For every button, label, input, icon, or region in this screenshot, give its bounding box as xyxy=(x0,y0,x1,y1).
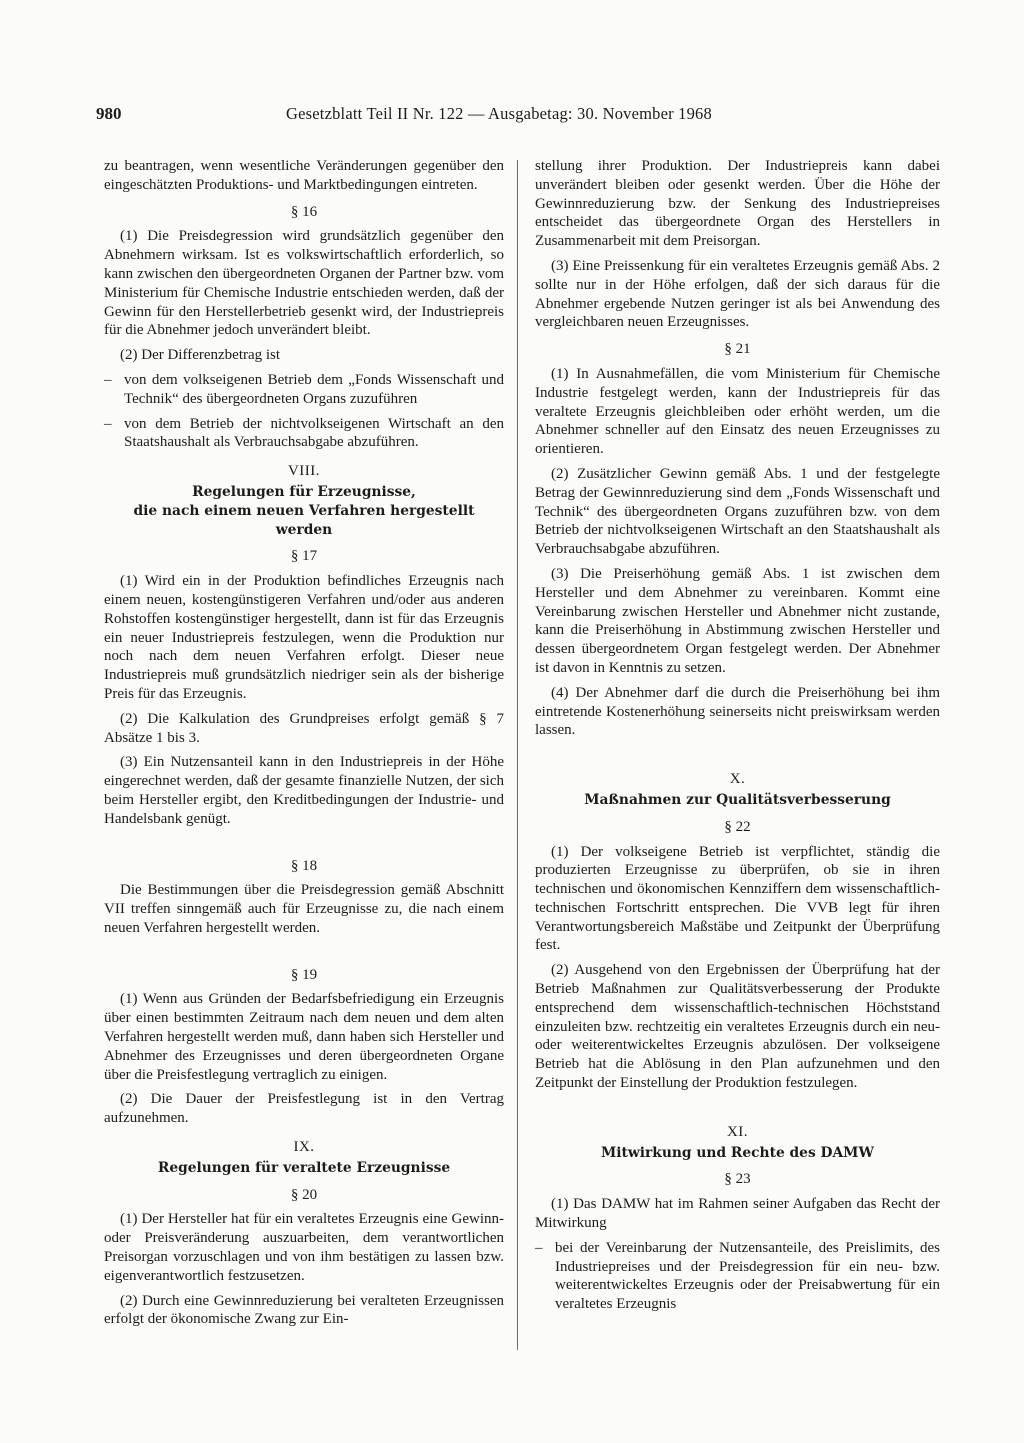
left-column xyxy=(104,157,504,1335)
paragraph: (2) Durch eine Gewinnreduzierung bei veralteten Erzeugnissen erfolgt der ökonomische Zwang zur Ein- xyxy=(104,1292,504,1328)
paragraph: stellung ihrer Produktion. Der Industriepreis kann dabei unverändert bleiben oder gesenkt werden. Über die Höhe der Gewinnreduzierung bzw. der Senkung des Industriepreises entscheidet das übergeordnete Organ des Herstellers in Zusammenarbeit mit dem Preisorgan. xyxy=(535,158,940,250)
chapter-title-11: Mitwirkung und Rechte des DAMW xyxy=(601,1144,874,1161)
section-heading-17: § 17 xyxy=(290,548,318,565)
chapter-number-8: VIII. xyxy=(287,463,321,480)
gazette-title: Gesetzblatt Teil II Nr. 122 — Ausgabetag: 30. November 1968 xyxy=(286,104,712,123)
column-divider xyxy=(517,160,518,1350)
section-heading-20: § 20 xyxy=(290,1186,318,1203)
paragraph: Die Bestimmungen über die Preisdegression gemäß Abschnitt VII treffen sinngemäß auch für Erzeugnisse zu, die nach einem neuen Verfahren hergestellt werden. xyxy=(104,882,504,936)
paragraph: (2) Der Differenzbetrag ist xyxy=(120,347,281,364)
paragraph: (1) Wird ein in der Produktion befindliches Erzeugnis nach einem neuen, kostengünstigeren Verfahren und/oder aus anderen Rohstoffen kostengünstiger hergestellt, dann ist für das Erzeugnis ein neuer Industriepreis festzulegen, wenn die Produktion nur noch nach dem neuen Verfahren erfolgt. Dieser neue Industriepreis muß grundsätzlich niedriger sein als der bisherige Preis für das Erzeugnis. xyxy=(104,573,504,702)
paragraph: (2) Ausgehend von den Ergebnissen der Überprüfung hat der Betrieb Maßnahmen zur Qualitätsverbesserung der Produkte entsprechend dem wissenschaftlich-technischen Höchststand einzuleiten bzw. rechtzeitig ein veraltetes Erzeugnis durch ein neu- oder weiterentwickeltes Erzeugnis abzulösen. Der volkseigene Betrieb hat die Ablösung in den Plan aufzunehmen und den Zeitpunkt der Einstellung der Produktion festzulegen. xyxy=(535,962,940,1092)
chapter-title-9: Regelungen für veraltete Erzeugnisse xyxy=(157,1159,451,1176)
right-column xyxy=(535,157,940,1320)
paragraph: (1) Wenn aus Gründen der Bedarfsbefriedigung ein Erzeugnis über einen bestimmten Zeitraum nach dem neuen und dem alten Verfahren hergestellt werden muß, dann haben sich Hersteller und Abnehmer des Erzeugnisses und deren übergeordneten Organe über die Preisfestlegung vertraglich zu einigen. xyxy=(104,991,504,1083)
paragraph: (3) Eine Preissenkung für ein veraltetes Erzeugnis gemäß Abs. 2 sollte nur in der Höhe erfolgen, daß der sich daraus für die Abnehmer ergebende Nutzen geringer ist als bei Anwendung des vergleichbaren neuen Erzeugnisses. xyxy=(535,257,940,331)
paragraph: (1) Der Hersteller hat für ein veraltetes Erzeugnis eine Gewinn- oder Preisveränderung auszuarbeiten, dem verantwortlichen Preisorgan vorzuschlagen und von ihm bestätigen zu lassen bzw. eigenverantwortlich festzusetzen. xyxy=(104,1211,504,1284)
dash-list-item: – bei der Vereinbarung der Nutzensanteile, des Preislimits, des Industriepreises und der Preisdegression für ein neu- bzw. weiterentwickeltes Erzeugnis oder der Preisabwertung für ein veraltetes Erzeugnis xyxy=(535,1239,940,1314)
chapter-title-8-line1: Regelungen für Erzeugnisse, xyxy=(192,483,416,500)
paragraph: (3) Ein Nutzensanteil kann in den Industriepreis in der Höhe eingerechnet werden, daß der gesamte finanzielle Nutzen, der sich beim Hersteller ergibt, den Kreditbedingungen der Industrie- und Handelsbank genügt. xyxy=(104,754,504,827)
dash-list-item: – von dem Betrieb der nichtvolkseigenen Wirtschaft an den Staatshaushalt als Verbrauchsabgabe abzuführen. xyxy=(104,415,504,453)
section-heading-19: § 19 xyxy=(290,966,318,983)
paragraph: (2) Zusätzlicher Gewinn gemäß Abs. 1 und der festgelegte Betrag der Gewinnreduzierung sind dem „Fonds Wissenschaft und Technik“ des übergeordneten Organs zuzuführen bzw. von dem Betrieb der nichtvolkseigenen Wirtschaft an den Staatshaushalt als Verbrauchsabgabe abzuführen. xyxy=(535,465,940,558)
paragraph: zu beantragen, wenn wesentliche Veränderungen gegenüber den eingeschätzten Produktions- und Marktbedingungen eintreten. xyxy=(104,158,504,193)
chapter-number-11: XI. xyxy=(726,1123,749,1140)
paragraph: (3) Die Preiserhöhung gemäß Abs. 1 ist zwischen dem Hersteller und dem Abnehmer zu vereinbaren. Kommt eine Vereinbarung zwischen Hersteller und Abnehmer nicht zustande, kann die Preiserhöhung in Abstimmung zwischen Hersteller und dessen übergeordnetem Organ festgelegt werden. Der Abnehmer ist davon in Kenntnis zu setzen. xyxy=(535,565,940,676)
page-number: 980 xyxy=(96,104,122,123)
paragraph: (2) Die Kalkulation des Grundpreises erfolgt gemäß § 7 Absätze 1 bis 3. xyxy=(104,710,504,746)
paragraph: (2) Die Dauer der Preisfestlegung ist in den Vertrag aufzunehmen. xyxy=(104,1091,504,1127)
paragraph: (1) Das DAMW hat im Rahmen seiner Aufgaben das Recht der Mitwirkung xyxy=(535,1196,940,1232)
chapter-title-10: Maßnahmen zur Qualitätsverbesserung xyxy=(584,791,891,808)
chapter-number-9: IX. xyxy=(293,1139,315,1156)
dash-list-item: – von dem volkseigenen Betrieb dem „Fonds Wissenschaft und Technik“ des übergeordneten Organs zuzuführen xyxy=(104,371,504,409)
section-heading-23: § 23 xyxy=(724,1171,751,1188)
section-heading-16: § 16 xyxy=(290,203,318,220)
page-header xyxy=(96,104,956,128)
section-heading-22: § 22 xyxy=(724,818,751,835)
paragraph: (1) Der volkseigene Betrieb ist verpflichtet, ständig die produzierten Erzeugnisse zu überprüfen, ob sie in ihren technischen und ökonomischen Kennziffern dem wissenschaftlich-technischen Fortschritt entsprechen. Die VVB legt für ihren Verantwortungsbereich Maßstäbe und Zeitpunkt der Überprüfung fest. xyxy=(535,843,940,954)
chapter-number-10: X. xyxy=(729,771,746,788)
paragraph: (1) Die Preisdegression wird grundsätzlich gegenüber den Abnehmern wirksam. Ist es volkswirtschaftlich erforderlich, so kann zwischen den übergeordneten Organen der Partner bzw. vom Ministerium für Chemische Industrie entschieden werden, daß der Gewinn für den Herstellerbetrieb gesenkt wird, der Industriepreis für die Abnehmer jedoch unverändert bleibt. xyxy=(104,228,504,339)
chapter-title-8-line2: die nach einem neuen Verfahren hergestellt werden xyxy=(133,502,475,538)
section-heading-21: § 21 xyxy=(724,341,751,358)
paragraph: (4) Der Abnehmer darf die durch die Preiserhöhung bei ihm eintretende Kostenerhöhung seinerseits nicht preiswirksam werden lassen. xyxy=(535,684,940,739)
section-heading-18: § 18 xyxy=(290,857,318,874)
paragraph: (1) In Ausnahmefällen, die vom Ministerium für Chemische Industrie festgelegt werden, kann der Industriepreis für das veraltete Erzeugnis gleichbleiben oder erhöht werden, um die Abnehmer schneller auf den Einsatz des neuen Erzeugnisses zu orientieren. xyxy=(535,365,940,458)
